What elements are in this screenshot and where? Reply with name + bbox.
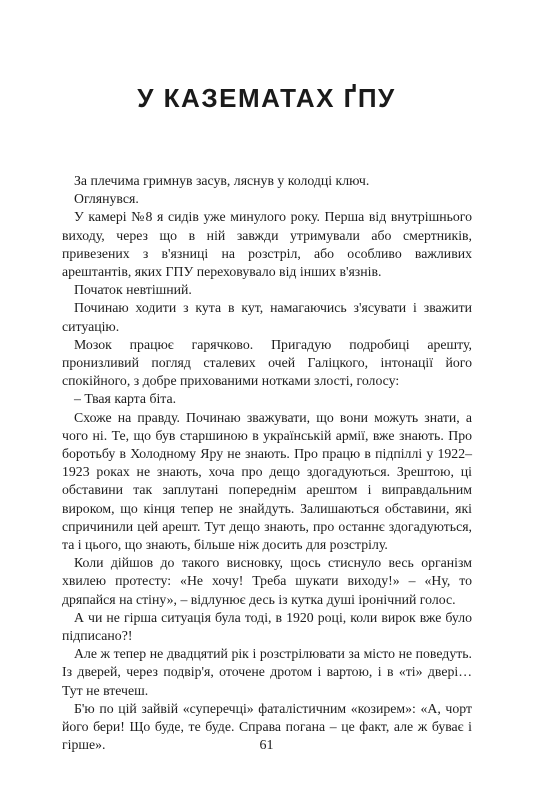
paragraph: – Твая карта біта. <box>74 391 177 407</box>
paragraph: Коли дійшов до такого висновку, щось стиснуло весь організм хвилею протесту: «Не хочу! Треба шукати виходу!» – «Ну, то дряпайся на стіну», – відлунює десь із кутка душі іронічний голос. <box>62 555 472 607</box>
paragraph: За плечима гримнув засув, ляснув у колодці ключ. <box>74 173 370 188</box>
paragraph: Починаю ходити з кута в кут, намагаючись з'ясувати і зважити ситуацію. <box>62 300 472 334</box>
paragraph: Схоже на правду. Починаю зважувати, що вони можуть знати, а чого ні. Те, що був старшиною в українській армії, вже знають. Про боротьбу в Холодному Яру не знають. Про працю в підпіллі у 1922–1923 роках не знають, хоча про дещо здогадуються. Зрештою, ці обставини так заплутані попереднім арештом і виправдальним вироком, що кінця тепер не знайдуть. Залишаються обставини, які спричинили цей арешт. Тут дещо знають, про останнє здогадуються, та і цього, що знають, більше ніж досить для розстрілу. <box>62 409 472 553</box>
body-text <box>62 172 472 755</box>
paragraph: Але ж тепер не двадцятий рік і розстрілювати за місто не поведуть. Із дверей, через подвір'я, оточене дротом і вартою, і в «ті» двері… Тут не втечеш. <box>62 646 472 698</box>
paragraph: А чи не гірша ситуація була тоді, в 1920 році, коли вирок вже було підписано?! <box>62 609 472 644</box>
paragraph: Оглянувся. <box>74 191 139 207</box>
paragraph: У камері №8 я сидів уже минулого року. Перша від внутрішнього виходу, через що в ній завжди утримували або смертників, привезених з в'язниці на розстріл, або особливо важливих арештантів, яких ГПУ переховувало від інших в'язнів. <box>62 209 472 280</box>
chapter-title: У КАЗЕМАТАХ ҐПУ <box>137 83 396 113</box>
paragraph: Б'ю по цій зайвій «суперечці» фаталістичним «козирем»: «А, чорт його бери! Що буде, те буде. Справа погана – це факт, але ж буває і гірше». <box>62 700 472 753</box>
paragraph: Мозок працює гарячково. Пригадую подробиці арешту, пронизливий погляд сталевих очей Галіцкого, інтонації його спокійного, з добре прихованими нотками злості, голосу: <box>62 336 472 389</box>
paragraph: Початок невтішний. <box>74 282 192 298</box>
page-number: 61 <box>259 738 274 753</box>
